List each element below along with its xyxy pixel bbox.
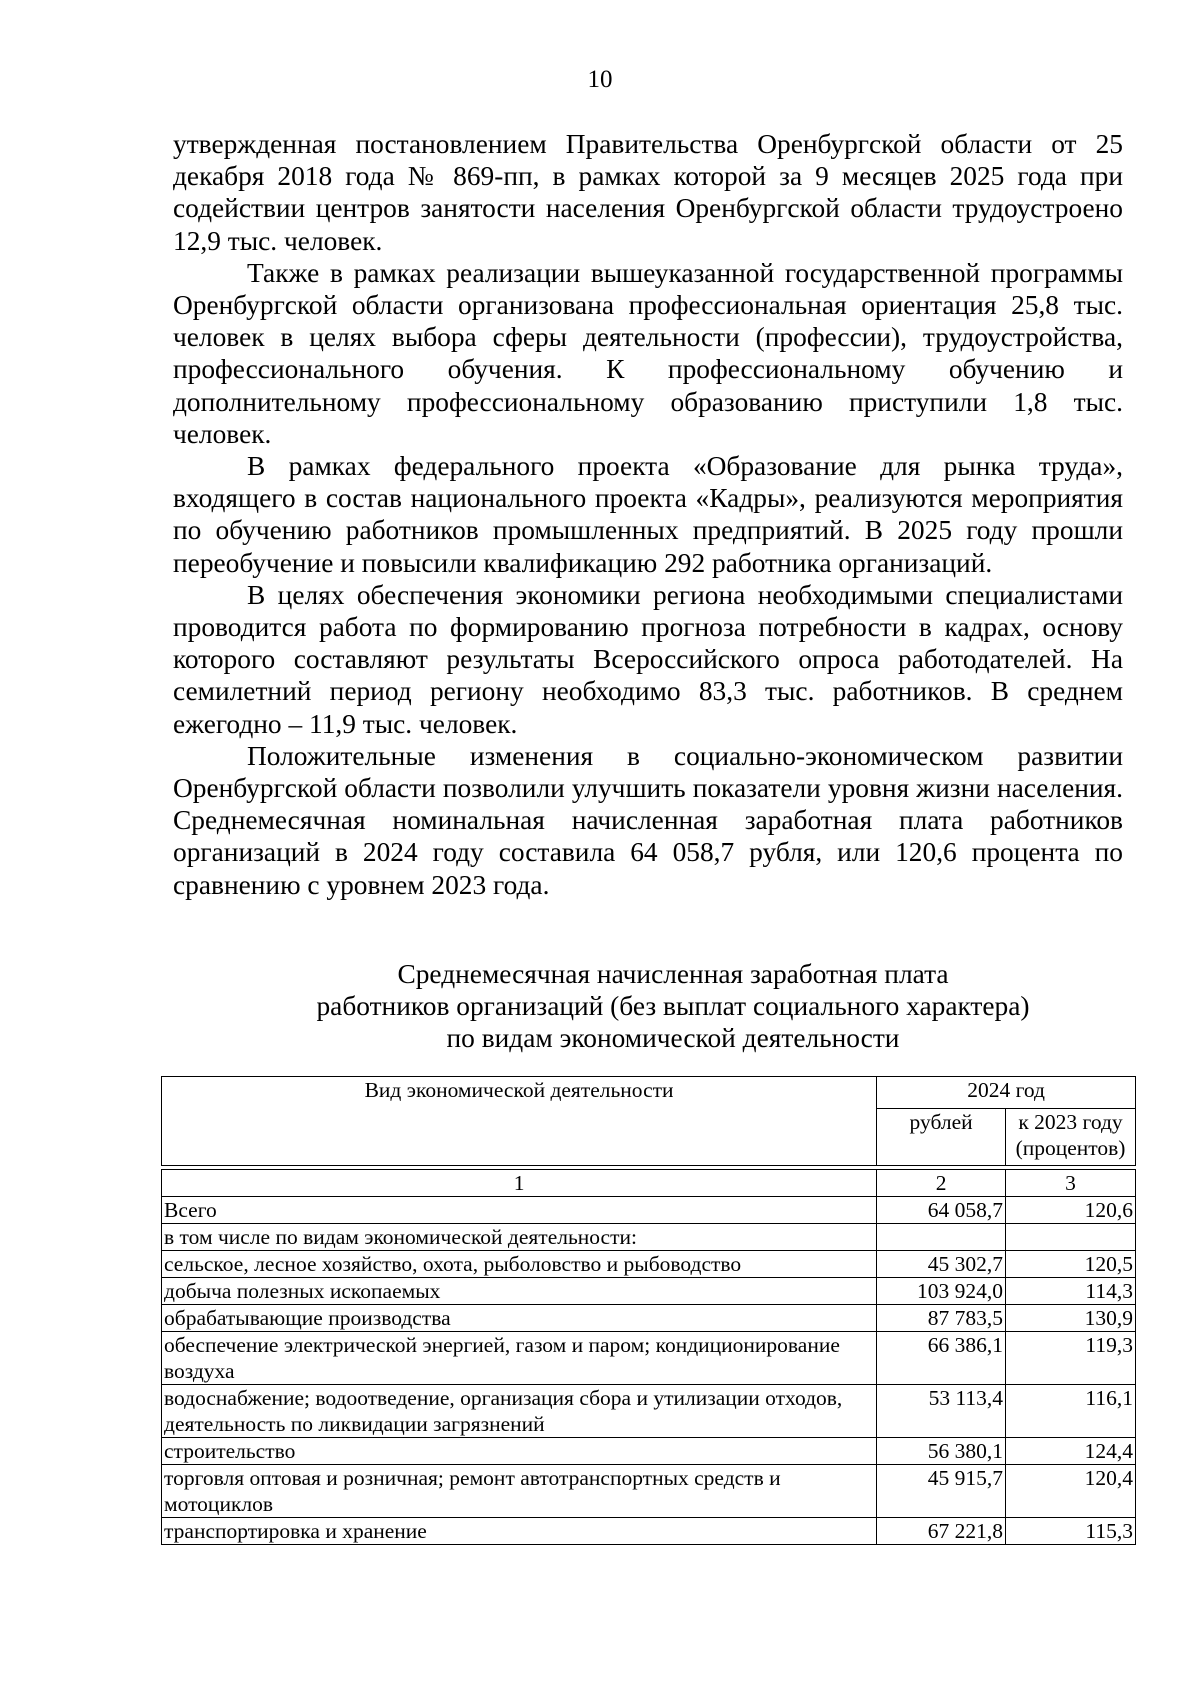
paragraph: Также в рамках реализации вышеуказанной государственной программы Оренбургской области организована профессиональная ориентация 25,8 тыс. человек в целях выбора сферы деятельности (профессии), трудоустройства, профессионального обучения. К профессиональному обучению и дополнительному профессиональному образованию приступили 1,8 тыс. человек. [173, 257, 1123, 449]
row-label: Всего [162, 1197, 877, 1224]
header-rubles: рублей [877, 1109, 1006, 1166]
table-row [162, 1518, 1136, 1545]
column-number: 3 [1006, 1170, 1136, 1197]
paragraph: В целях обеспечения экономики региона необходимыми специалистами проводится работа по формированию прогноза потребности в кадрах, основу которого составляют результаты Всероссийского опроса работодателей. На семилетний период региону необходимо 83,3 тыс. работников. В среднем ежегодно – 11,9 тыс. человек. [173, 579, 1123, 739]
row-label: водоснабжение; водоотведение, организация сбора и утилизации отходов, деятельность по ликвидации загрязнений [162, 1385, 877, 1438]
row-label: строительство [162, 1438, 877, 1465]
page-number: 10 [587, 66, 613, 93]
table-row [162, 1438, 1136, 1465]
row-label: сельское, лесное хозяйство, охота, рыболовство и рыбоводство [162, 1251, 877, 1278]
row-percent: 120,6 [1006, 1197, 1136, 1224]
row-rubles: 45 915,7 [877, 1465, 1006, 1518]
table-header-row [162, 1077, 1136, 1109]
table-row [162, 1465, 1136, 1518]
table-row [162, 1197, 1136, 1224]
row-rubles: 87 783,5 [877, 1305, 1006, 1332]
row-rubles [877, 1224, 1006, 1251]
row-label: в том числе по видам экономической деятельности: [162, 1224, 877, 1251]
header-percent-line: к 2023 году [1018, 1110, 1123, 1134]
column-number: 2 [877, 1170, 1006, 1197]
salary-table [161, 1076, 1136, 1545]
table-row [162, 1305, 1136, 1332]
row-percent: 120,4 [1006, 1465, 1136, 1518]
row-rubles: 103 924,0 [877, 1278, 1006, 1305]
row-label: торговля оптовая и розничная; ремонт автотранспортных средств и мотоциклов [162, 1465, 877, 1518]
header-activity: Вид экономической деятельности [162, 1077, 877, 1166]
paragraph: утвержденная постановлением Правительства Оренбургской области от 25 декабря 2018 года № 869-пп, в рамках которой за 9 месяцев 2025 года при содействии центров занятости населения Оренбургской области трудоустроено 12,9 тыс. человек. [173, 129, 1123, 256]
paragraph: В рамках федерального проекта «Образование для рынка труда», входящего в состав национального проекта «Кадры», реализуются мероприятия по обучению работников промышленных предприятий. В 2025 году прошли переобучение и повысили квалификацию 292 работника организаций. [173, 451, 1123, 578]
row-rubles: 66 386,1 [877, 1332, 1006, 1385]
row-percent: 120,5 [1006, 1251, 1136, 1278]
table-row [162, 1332, 1136, 1385]
row-rubles: 67 221,8 [877, 1518, 1006, 1545]
row-percent: 114,3 [1006, 1278, 1136, 1305]
row-rubles: 56 380,1 [877, 1438, 1006, 1465]
paragraph: Положительные изменения в социально-экономическом развитии Оренбургской области позволили улучшить показатели уровня жизни населения. Среднемесячная номинальная начисленная заработная плата работников организаций в 2024 году составила 64 058,7 рубля, или 120,6 процента по сравнению с уровнем 2023 года. [173, 740, 1123, 900]
table-row [162, 1251, 1136, 1278]
table-row [162, 1278, 1136, 1305]
row-percent: 124,4 [1006, 1438, 1136, 1465]
table-caption-line: работников организаций (без выплат социального характера) [316, 991, 1030, 1021]
row-label: обеспечение электрической энергией, газом и паром; кондиционирование воздуха [162, 1332, 877, 1385]
header-percent-line: (процентов) [1015, 1136, 1126, 1160]
row-label: добыча полезных ископаемых [162, 1278, 877, 1305]
row-percent: 130,9 [1006, 1305, 1136, 1332]
body-text [173, 128, 1123, 901]
header-percent [1006, 1109, 1136, 1166]
row-percent: 115,3 [1006, 1518, 1136, 1545]
row-percent [1006, 1224, 1136, 1251]
row-rubles: 53 113,4 [877, 1385, 1006, 1438]
row-label: транспортировка и хранение [162, 1518, 877, 1545]
table-caption [173, 958, 1173, 1054]
row-percent: 119,3 [1006, 1332, 1136, 1385]
table-caption-line: по видам экономической деятельности [446, 1023, 900, 1053]
table-row [162, 1385, 1136, 1438]
table-caption-line: Среднемесячная начисленная заработная плата [397, 959, 949, 989]
row-rubles: 64 058,7 [877, 1197, 1006, 1224]
header-year: 2024 год [877, 1077, 1136, 1109]
row-rubles: 45 302,7 [877, 1251, 1006, 1278]
row-percent: 116,1 [1006, 1385, 1136, 1438]
column-number-row [162, 1170, 1136, 1197]
column-number: 1 [162, 1170, 877, 1197]
table-row [162, 1224, 1136, 1251]
row-label: обрабатывающие производства [162, 1305, 877, 1332]
